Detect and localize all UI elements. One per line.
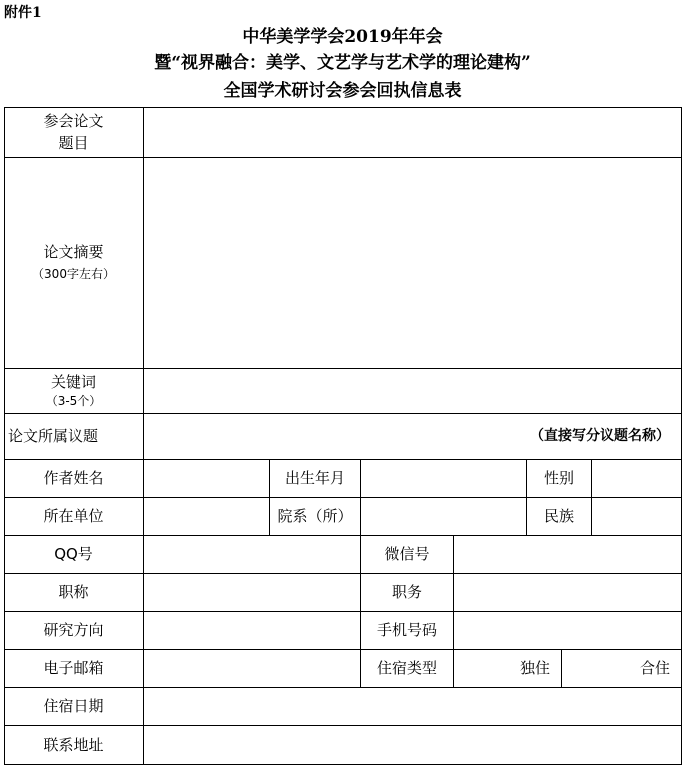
paper-title-field[interactable] [144,107,682,157]
gender-label: 性别 [543,469,574,487]
wechat-label: 微信号 [384,545,430,563]
position-field[interactable] [454,573,682,611]
gender-field[interactable] [592,459,682,497]
paper-title-label: 参会论文 题目 [43,112,104,152]
attachment-label: 附件1 [4,5,42,21]
dept-field[interactable] [361,497,526,535]
birth-label: 出生年月 [284,469,345,487]
form-title: 全国学术研讨会参会回执信息表 [223,81,462,101]
keywords-field[interactable] [144,368,682,413]
research-label: 研究方向 [43,621,104,639]
unit-label: 所在单位 [43,507,104,525]
page-title: 中华美学学会2019年年会 [242,27,443,47]
birth-field[interactable] [361,459,526,497]
job-title-label: 职称 [58,583,89,601]
topic-field[interactable]: （直接写分议题名称） [530,428,670,444]
job-title-field[interactable] [144,573,360,611]
author-label: 作者姓名 [43,469,104,487]
mobile-label: 手机号码 [376,621,437,639]
qq-field[interactable] [144,535,360,573]
address-label: 联系地址 [43,736,104,754]
abstract-field[interactable] [144,157,682,368]
research-field[interactable] [144,611,360,649]
lodging-date-label: 住宿日期 [43,697,104,715]
dept-label: 院系（所） [277,507,353,525]
qq-label: QQ号 [54,545,93,563]
author-field[interactable] [144,459,269,497]
registration-table [4,107,682,765]
address-field[interactable] [144,725,682,765]
topic-label: 论文所属议题 [8,427,99,445]
ethnicity-field[interactable] [592,497,682,535]
abstract-label: 论文摘要 （300字左右） [32,242,115,281]
email-field[interactable] [144,649,360,687]
wechat-field[interactable] [454,535,682,573]
page-subtitle: 暨“视界融合：美学、文艺学与艺术学的理论建构” [154,53,531,73]
single-room-option[interactable]: 独住 [519,659,550,677]
mobile-field[interactable] [454,611,682,649]
shared-room-option[interactable]: 合住 [639,659,670,677]
lodging-type-label: 住宿类型 [376,659,437,677]
lodging-date-field[interactable] [144,687,682,725]
keywords-label: 关键词 （3-5个） [45,372,102,408]
unit-field[interactable] [144,497,269,535]
ethnicity-label: 民族 [543,507,574,525]
email-label: 电子邮箱 [43,659,104,677]
position-label: 职务 [391,583,422,601]
